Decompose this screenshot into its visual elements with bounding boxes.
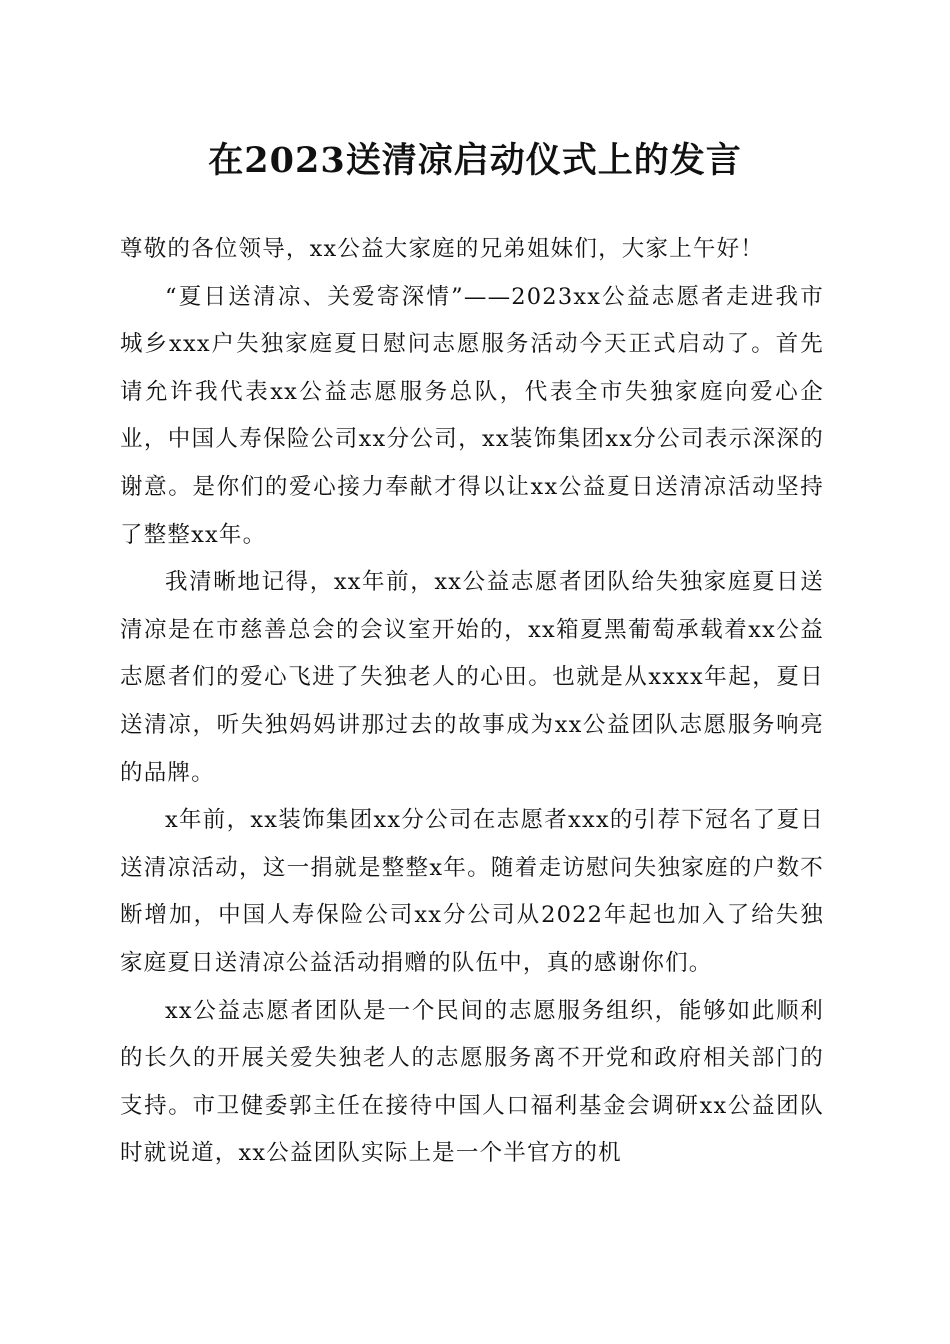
paragraph-opening: “夏日送清凉、关爱寄深情”——2023xx公益志愿者走进我市城乡xxx户失独家庭夏日慰问志愿服务活动今天正式启动了。首先请允许我代表xx公益志愿服务总队，代表全市失独家庭向爱心企业，中国人寿保险公司xx分公司，xx装饰集团xx分公司表示深深的谢意。是你们的爱心接力奉献才得以让xx公益夏日送清凉活动坚持了整整xx年。 <box>120 283 824 548</box>
paragraph-sponsors: x年前，xx装饰集团xx分公司在志愿者xxx的引荐下冠名了夏日送清凉活动，这一捐就是整整x年。随着走访慰问失独家庭的户数不断增加，中国人寿保险公司xx分公司从2022年起也加入了给失独家庭夏日送清凉公益活动捐赠的队伍中，真的感谢你们。 <box>120 807 824 976</box>
paragraph-greeting: 尊敬的各位领导，xx公益大家庭的兄弟姐妹们，大家上午好！ <box>120 236 764 262</box>
document-title: 在2023送清凉启动仪式上的发言 <box>208 140 742 181</box>
paragraph-support: xx公益志愿者团队是一个民间的志愿服务组织，能够如此顺利的长久的开展关爱失独老人的志愿服务离不开党和政府相关部门的支持。市卫健委郭主任在接待中国人口福利基金会调研xx公益团队时就说道，xx公益团队实际上是一个半官方的机 <box>120 997 824 1167</box>
paragraph-history: 我清晰地记得，xx年前，xx公益志愿者团队给失独家庭夏日送清凉是在市慈善总会的会议室开始的，xx箱夏黑葡萄承载着xx公益志愿者们的爱心飞进了失独老人的心田。也就是从xxxx年起，夏日送清凉，听失独妈妈讲那过去的故事成为xx公益团队志愿服务响亮的品牌。 <box>120 569 824 786</box>
document-body <box>120 226 824 1178</box>
